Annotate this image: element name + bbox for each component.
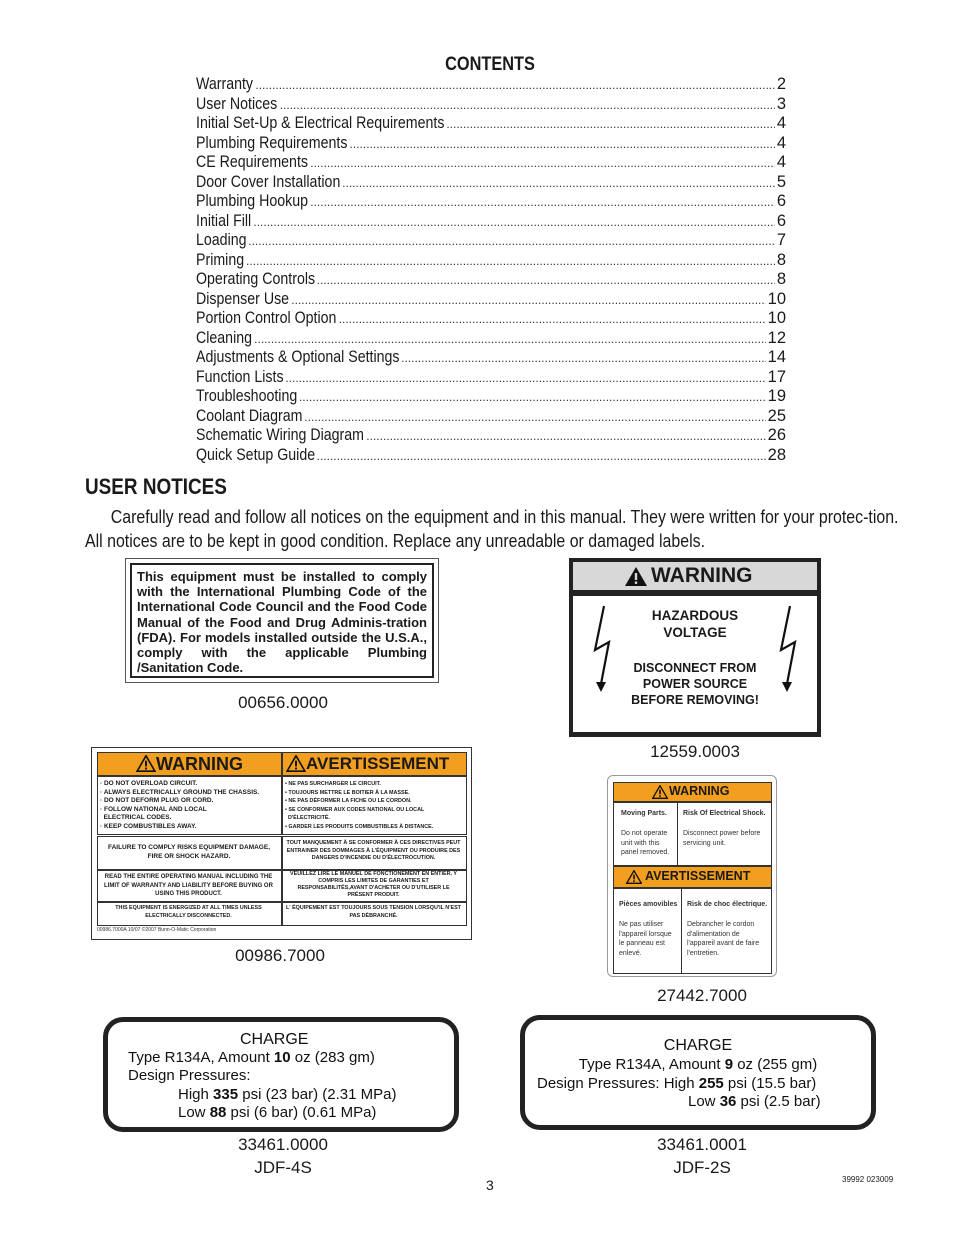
toc-entry-title: Loading <box>196 231 247 249</box>
toc-entry-page: 4 <box>776 153 786 171</box>
toc-entry-title: Function Lists <box>196 367 284 386</box>
toc-entry <box>196 153 786 173</box>
toc-dot-leader <box>342 174 775 194</box>
label-code: 33461.0001 <box>657 1135 747 1154</box>
toc-dot-leader <box>291 291 765 311</box>
warning-list-item: · DO NOT DEFORM PLUG OR CORD. <box>100 797 214 805</box>
disconnect-text: DISCONNECT FROM <box>633 661 757 675</box>
model-name: JDF-4S <box>254 1158 312 1177</box>
warning-triangle-icon <box>652 785 668 799</box>
warning-triangle-icon <box>286 755 306 772</box>
pieces-text: Ne pas utiliser l'appareil lorsque le panneau est enlevé. <box>619 921 672 957</box>
moving-parts-text: Do not operate unit with this panel removed. <box>621 830 670 857</box>
warning-list-item: · DO NOT OVERLOAD CIRCUIT. <box>100 780 198 787</box>
shock-title: Risk Of Electrical Shock. <box>683 810 766 817</box>
toc-entry <box>196 387 786 407</box>
toc-entry-page: 19 <box>767 387 786 405</box>
toc-entry-title: Door Cover Installation <box>196 172 341 191</box>
toc-entry-title: Plumbing Hookup <box>196 192 309 210</box>
toc-entry-page: 28 <box>767 445 786 464</box>
design-pressures-line: Design Pressures: High 255 psi (15.5 bar) <box>537 1075 817 1092</box>
toc-entry-page: 3 <box>776 94 786 113</box>
toc-dot-leader <box>248 232 775 252</box>
toc-entry-page: 17 <box>767 367 786 386</box>
toc-entry-page: 5 <box>776 172 786 191</box>
english-failure-text: FAILURE TO COMPLY RISKS EQUIPMENT DAMAGE, FIRE OR SHOCK HAZARD. <box>107 844 271 860</box>
toc-dot-leader <box>299 388 766 408</box>
label-code: 00656.0000 <box>238 693 328 712</box>
toc-entry <box>196 173 786 193</box>
warning-list-item: • NE PAS SURCHARGER LE CIRCUIT. <box>285 781 381 787</box>
toc-entry-page: 10 <box>767 289 786 308</box>
warning-triangle-icon <box>626 870 642 884</box>
warning-list-item: · KEEP COMBUSTIBLES AWAY. <box>100 822 197 830</box>
warning-list-item: D'ÉLECTRICITÉ. <box>285 815 331 822</box>
toc-entry-page: 4 <box>776 114 786 132</box>
page-number: 3 <box>486 1177 494 1193</box>
english-energized-text: THIS EQUIPMENT IS ENERGIZED AT ALL TIMES UNLESS ELECTRICALLY DISCONNECTED. <box>115 905 262 919</box>
toc-dot-leader <box>285 369 765 389</box>
warning-list-item: • NE PAS DÉFORMER LA FICHE OU LE CORDON. <box>285 798 412 805</box>
charge-label-2s <box>520 1015 876 1130</box>
toc-entry <box>196 329 786 349</box>
warning-list-item: • GARDER LES PRODUITS COMBUSTIBLES À DISTANCE. <box>285 823 434 830</box>
toc-entry <box>196 348 786 368</box>
toc-entry-page: 25 <box>767 406 786 425</box>
french-energized-text: L' ÉQUIPEMENT EST TOUJOURS SOUS TENSION LORSQU'IL N'EST PAS DÉBRANCHÉ. <box>286 905 461 919</box>
toc-dot-leader <box>253 213 774 233</box>
toc-entry <box>196 251 786 271</box>
toc-dot-leader <box>304 408 765 428</box>
toc-entry <box>196 426 786 446</box>
toc-entry-page: 2 <box>776 75 786 93</box>
toc-entry-title: Plumbing Requirements <box>196 133 348 152</box>
warning-triangle-icon <box>136 755 156 772</box>
toc-entry-page: 4 <box>776 133 786 152</box>
contents-title: CONTENTS <box>445 54 535 75</box>
hazardous-voltage-label <box>569 558 821 737</box>
toc-entry-title: Operating Controls <box>196 270 316 288</box>
avertissement-header: AVERTISSEMENT <box>645 869 751 883</box>
voltage-text: VOLTAGE <box>663 625 727 640</box>
charge-title: CHARGE <box>663 1037 733 1054</box>
warning-list-item: · ALWAYS ELECTRICALLY GROUND THE CHASSIS. <box>100 788 260 796</box>
toc-entry-title: Cleaning <box>196 328 253 347</box>
toc-entry <box>196 134 786 154</box>
toc-entry-title: CE Requirements <box>196 153 309 171</box>
toc-entry <box>196 192 786 212</box>
section-title: USER NOTICES <box>85 474 227 499</box>
toc-entry-page: 6 <box>776 211 786 230</box>
french-read-manual-text: VEUILLEZ LIRE LE MANUEL DE FONCTIONEMENT EN ENTIER, Y COMPRIS LES LIMITES DE GARANTIES ET RESPONSABILITÉS,AVANT D'ACHETER OU D'UTILISER LE PRÉSENT PRODUIT. <box>290 871 457 898</box>
small-warning-label <box>607 775 777 977</box>
toc-entry-page: 14 <box>767 348 786 366</box>
warning-list-item: • TOUJOURS METTRE LE BOITIER À LA MASSE. <box>285 789 410 796</box>
low-pressure-line: Low 88 psi (6 bar) (0.61 MPa) <box>178 1104 377 1121</box>
toc-dot-leader <box>366 427 765 447</box>
choc-title: Risk de choc électrique. <box>687 901 768 908</box>
toc-entry-title: User Notices <box>196 94 278 113</box>
toc-entry <box>196 446 786 466</box>
toc-entry-title: Schematic Wiring Diagram <box>196 426 364 444</box>
toc-entry-title: Troubleshooting <box>196 387 298 405</box>
document-code: 39992 023009 <box>842 1175 894 1184</box>
shock-text: Disconnect power before servicing unit. <box>683 830 761 847</box>
toc-entry <box>196 212 786 232</box>
toc-entry <box>196 75 786 95</box>
before-removing-text: BEFORE REMOVING! <box>631 693 759 707</box>
warning-header: WARNING <box>651 564 753 587</box>
charge-title: CHARGE <box>240 1031 309 1048</box>
hazardous-text: HAZARDOUS <box>651 608 739 623</box>
toc-entry-title: Coolant Diagram <box>196 406 303 425</box>
warning-list-item: ELECTRICAL CODES. <box>100 814 172 822</box>
label-code: 12559.0003 <box>650 742 740 761</box>
power-source-text: POWER SOURCE <box>642 677 748 691</box>
charge-label-4s <box>103 1017 459 1132</box>
toc-dot-leader <box>255 76 774 96</box>
low-pressure-line: Low 36 psi (2.5 bar) <box>688 1093 821 1110</box>
toc-dot-leader <box>350 135 775 155</box>
charge-type-line: Type R134A, Amount 9 oz (255 gm) <box>578 1056 818 1073</box>
label-footer: 00986.7000A 10/07 ©2007 Bunn-O-Matic Corporation <box>97 927 217 933</box>
choc-text: Debrancher le cordon d'alimentation de l'appareil avant de faire l'entretien. <box>687 921 760 957</box>
bilingual-warning-label <box>91 747 472 940</box>
toc-entry-title: Initial Set-Up & Electrical Requirements <box>196 114 445 132</box>
toc-entry-title: Warranty <box>196 75 254 93</box>
toc-dot-leader <box>401 349 766 369</box>
toc-entry-page: 8 <box>776 250 786 269</box>
toc-entry-title: Priming <box>196 250 245 269</box>
toc-entry-title: Adjustments & Optional Settings <box>196 348 400 366</box>
warning-list-item: · FOLLOW NATIONAL AND LOCAL <box>100 805 207 813</box>
toc-entry-page: 26 <box>767 426 786 444</box>
toc-dot-leader <box>310 154 775 174</box>
toc-dot-leader <box>280 96 775 116</box>
toc-entry <box>196 368 786 388</box>
toc-entry <box>196 290 786 310</box>
toc-entry-title: Dispenser Use <box>196 289 290 308</box>
toc-entry-page: 12 <box>767 328 786 347</box>
toc-entry-title: Quick Setup Guide <box>196 445 316 464</box>
table-of-contents <box>196 75 786 465</box>
toc-dot-leader <box>446 115 775 135</box>
avertissement-header: AVERTISSEMENT <box>306 754 450 773</box>
high-pressure-line: High 335 psi (23 bar) (2.31 MPa) <box>178 1086 397 1103</box>
toc-entry-page: 10 <box>767 309 786 327</box>
model-name: JDF-2S <box>673 1158 731 1177</box>
french-warning-list <box>285 780 465 832</box>
label-code: 00986.7000 <box>235 946 325 965</box>
toc-dot-leader <box>246 252 775 272</box>
label-code: 27442.7000 <box>657 986 747 1005</box>
toc-entry-page: 8 <box>776 270 786 288</box>
warning-list-item: • SE CONFORMER AUX CODES NATIONAL OU LOCAL <box>285 806 425 813</box>
toc-entry-page: 7 <box>776 231 786 249</box>
design-pressures-label: Design Pressures: <box>128 1067 251 1084</box>
toc-entry-title: Portion Control Option <box>196 309 337 327</box>
plumbing-label-text: This equipment must be installed to comply with the International Plumbing Code of the International Code Council and the Food Code Manual of the Food and Drug Adminis-tration (FDA). For models installed outside the U.S.A., comply with the applicable Plumbing /Sanitation Code. <box>130 563 434 678</box>
toc-entry <box>196 114 786 134</box>
toc-dot-leader <box>254 330 765 350</box>
plumbing-label <box>125 558 439 683</box>
warning-header: WARNING <box>156 754 243 774</box>
moving-parts-title: Moving Parts. <box>621 810 667 817</box>
toc-entry <box>196 95 786 115</box>
pieces-title: Pièces amovibles <box>619 901 678 908</box>
charge-type-line: Type R134A, Amount 10 oz (283 gm) <box>128 1049 375 1066</box>
toc-entry <box>196 309 786 329</box>
toc-entry <box>196 270 786 290</box>
french-failure-text: TOUT MANQUEMENT À SE CONFORMER À CES DIRECTIVES PEUT ENTRAINER DES DOMMAGES À L'ÉQUIPMENT OU PRODUIRE DES DANGERS D'INCENDIE OU D'ÉLECTROCUTION. <box>286 840 461 862</box>
toc-entry-title: Initial Fill <box>196 211 252 230</box>
toc-entry-page: 6 <box>776 192 786 210</box>
toc-dot-leader <box>317 271 775 291</box>
english-warning-list <box>100 780 280 832</box>
warning-header: WARNING <box>669 784 730 798</box>
toc-entry <box>196 407 786 427</box>
english-read-manual-text: READ THE ENTIRE OPERATING MANUAL INCLUDING THE LIMIT OF WARRANTY AND LIABILITY BEFORE BUYING OR USING THIS PRODUCT. <box>104 874 273 898</box>
toc-dot-leader <box>310 193 775 213</box>
user-notices-body: Carefully read and follow all notices on the equipment and in this manual. They were written for your protec-tion. All notices are to be kept in good condition. Replace any unreadable or damaged labels. <box>85 506 899 551</box>
toc-entry <box>196 231 786 251</box>
toc-dot-leader <box>339 310 766 330</box>
label-code: 33461.0000 <box>238 1135 328 1154</box>
warning-triangle-icon <box>624 566 648 587</box>
toc-dot-leader <box>317 447 766 467</box>
